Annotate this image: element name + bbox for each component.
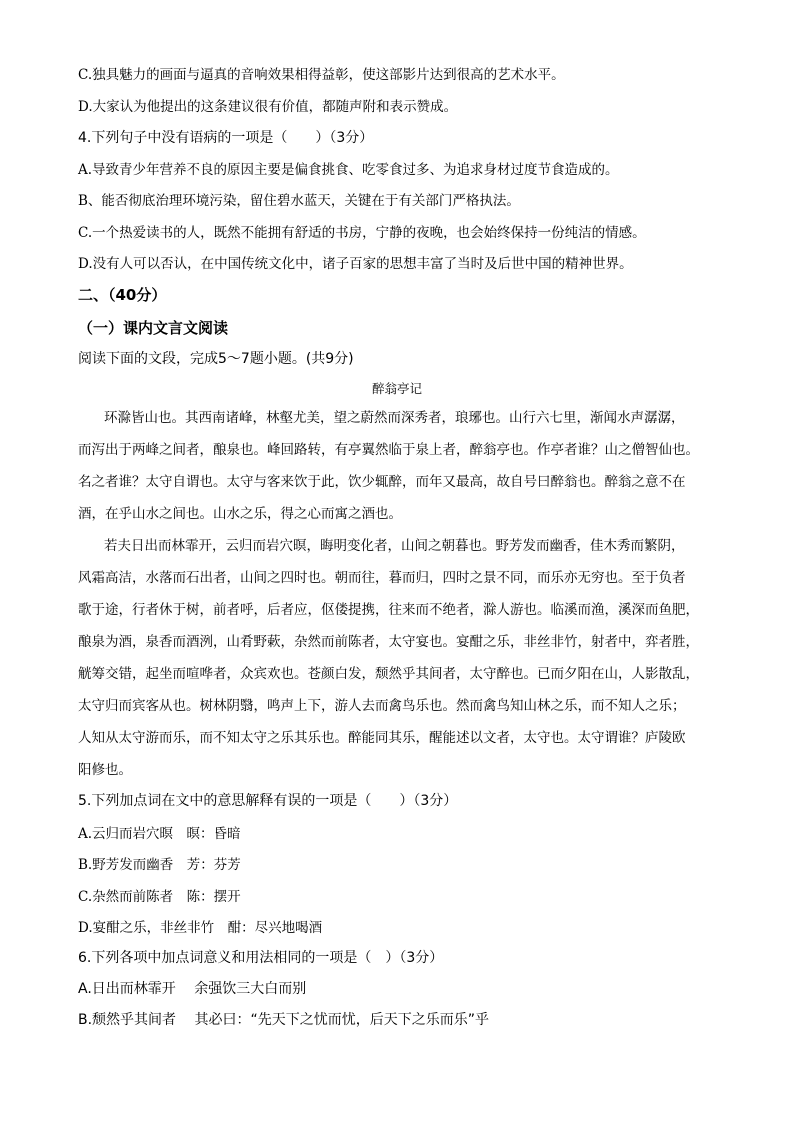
question-6-option-b: B.颓然乎其间者 其必曰：“先天下之忧而忧，后天下之乐而乐”乎: [78, 1012, 490, 1028]
passage-title: 醉翁亭记: [371, 381, 422, 396]
question-6: 6.下列各项中加点词意义和用法相同的一项是（ ）（3分）: [78, 950, 444, 966]
option-c-idiom: C.独具魅力的画面与逼真的音响效果相得益彰，使这部影片达到很高的艺术水平。: [78, 67, 565, 83]
passage-line: 人知从太守游而乐，而不知太守之乐其乐也。醉能同其乐，醒能述以文者，太守也。太守谓谁？庐陵欧: [78, 730, 686, 746]
question-4-option-b: B、能否彻底治理环境污染，留住碧水蓝天，关键在于有关部门严格执法。: [78, 193, 520, 209]
question-5-option-b: B.野芳发而幽香 芳：芬芳: [78, 857, 241, 873]
reading-instructions: 阅读下面的文段，完成5～7题小题。(共9分): [78, 351, 354, 367]
passage-line: 若夫日出而林霏开，云归而岩穴暝，晦明变化者，山间之朝暮也。野芳发而幽香，佳木秀而繁阴，: [104, 538, 685, 554]
passage-line: 名之者谁？太守自谓也。太守与客来饮于此，饮少辄醉，而年又最高，故自号曰醉翁也。醉翁之意不在: [78, 474, 686, 490]
passage-line: 风霜高洁，水落而石出者，山间之四时也。朝而往，暮而归，四时之景不同，而乐亦无穷也。至于负者: [78, 570, 686, 586]
passage-line: 阳修也。: [78, 762, 132, 778]
option-d-idiom: D.大家认为他提出的这条建议很有价值，都随声附和表示赞成。: [78, 99, 458, 115]
question-6-option-a: A.日出而林霏开 余强饮三大白而别: [78, 981, 307, 997]
question-5-option-a: A.云归而岩穴暝 暝：昏暗: [78, 826, 241, 842]
question-4-option-d: D.没有人可以否认，在中国传统文化中，诸子百家的思想丰富了当时及后世中国的精神世界。: [78, 256, 633, 272]
question-4-option-c: C.一个热爱读书的人，既然不能拥有舒适的书房，宁静的夜晚，也会始终保持一份纯洁的情感。: [78, 225, 646, 241]
passage-line: 酿泉为酒，泉香而酒洌，山肴野蔌，杂然而前陈者，太守宴也。宴酣之乐，非丝非竹，射者中，弈者胜，: [78, 634, 699, 650]
passage-line: 歌于途，行者休于树，前者呼，后者应，伛偻提携，往来而不绝者，滁人游也。临溪而渔，溪深而鱼肥，: [78, 602, 699, 618]
question-4-option-a: A.导致青少年营养不良的原因主要是偏食挑食、吃零食过多、为追求身材过度节食造成的。: [78, 162, 619, 178]
question-5: 5.下列加点词在文中的意思解释有误的一项是（ ）（3分）: [78, 793, 458, 809]
question-5-option-c: C.杂然而前陈者 陈：摆开: [78, 889, 241, 905]
section-2-heading: 二、（40分）: [78, 286, 167, 304]
passage-line: 而泻出于两峰之间者，酿泉也。峰回路转，有亭翼然临于泉上者，醉翁亭也。作亭者谁？山之僧智仙也。: [78, 442, 699, 458]
passage-line: 环滁皆山也。其西南诸峰，林壑尤美，望之蔚然而深秀者，琅琊也。山行六七里，渐闻水声潺潺，: [104, 410, 685, 426]
passage-line: 觥筹交错，起坐而喧哗者，众宾欢也。苍颜白发，颓然乎其间者，太守醉也。已而夕阳在山，人影散乱，: [78, 666, 699, 682]
subsection-heading: （一）课内文言文阅读: [78, 319, 229, 337]
question-4: 4.下列句子中没有语病的一项是（ ）（3分）: [78, 130, 374, 146]
question-5-option-d: D.宴酣之乐，非丝非竹 酣：尽兴地喝酒: [78, 920, 323, 936]
passage-line: 太守归而宾客从也。树林阴翳，鸣声上下，游人去而禽鸟乐也。然而禽鸟知山林之乐，而不知人之乐；: [78, 698, 686, 714]
passage-line: 酒，在乎山水之间也。山水之乐，得之心而寓之酒也。: [78, 506, 402, 522]
